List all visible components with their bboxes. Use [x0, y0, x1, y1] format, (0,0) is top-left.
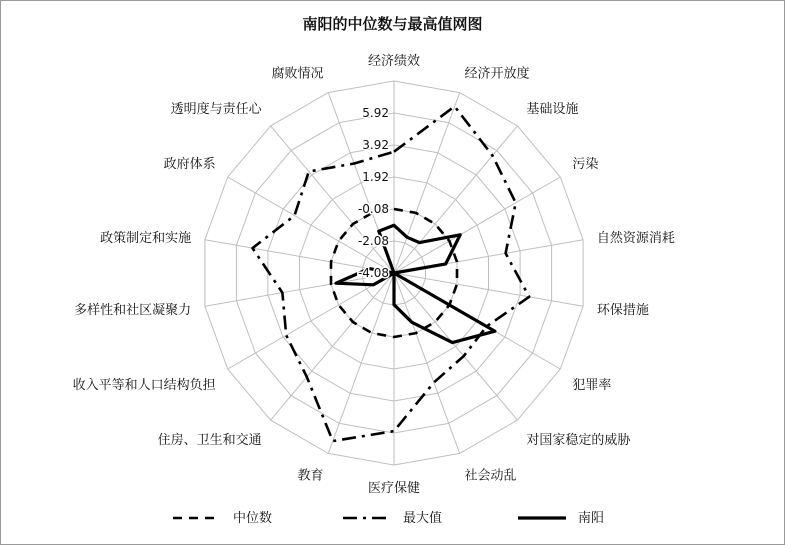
axis-label: 教育 [297, 468, 324, 484]
axis-label: 经济绩效 [367, 54, 421, 69]
axis-label: 住房、卫生和交通 [157, 432, 262, 448]
axis-label: 对国家稳定的威胁 [526, 432, 631, 448]
legend [1, 499, 784, 539]
axis-label: 政策制定和实施 [100, 231, 192, 247]
legend-swatch [341, 501, 393, 531]
legend-item [171, 501, 321, 531]
tick-label: -2.08 [357, 234, 389, 248]
legend-item [516, 501, 666, 531]
axis-label: 基础设施 [526, 102, 579, 118]
axis-label: 社会动乱 [464, 468, 517, 484]
axis-label: 多样性和社区凝聚力 [74, 302, 192, 318]
axis-label: 环保措施 [596, 302, 649, 318]
axis-label: 自然资源消耗 [596, 231, 675, 247]
legend-item [341, 501, 491, 531]
legend-swatch [516, 501, 568, 531]
tick-label: -0.08 [357, 202, 389, 216]
axis-label: 收入平等和人口结构负担 [72, 378, 216, 393]
axis-label: 医疗保健 [367, 481, 421, 496]
axis-label: 腐败情况 [271, 66, 324, 82]
radar-chart [1, 1, 784, 499]
tick-label: 1.92 [362, 170, 389, 184]
radar-series [252, 106, 529, 441]
axis-label: 透明度与责任心 [170, 102, 262, 118]
chart-title: 南阳的中位数与最高值网图 [302, 15, 483, 33]
axis-label: 污染 [572, 157, 599, 172]
legend-label: 南阳 [578, 511, 605, 526]
tick-label: 5.92 [362, 106, 389, 120]
legend-label: 中位数 [233, 511, 273, 526]
axis-label: 犯罪率 [572, 378, 612, 393]
axis-label: 政府体系 [163, 157, 216, 172]
tick-label: -4.08 [357, 266, 389, 280]
legend-label: 最大值 [403, 511, 443, 526]
legend-swatch [171, 501, 223, 531]
tick-label: 3.92 [362, 138, 389, 152]
grid-spoke [328, 273, 394, 453]
radar-tick-labels [358, 106, 389, 280]
axis-label: 经济开放度 [464, 66, 530, 82]
